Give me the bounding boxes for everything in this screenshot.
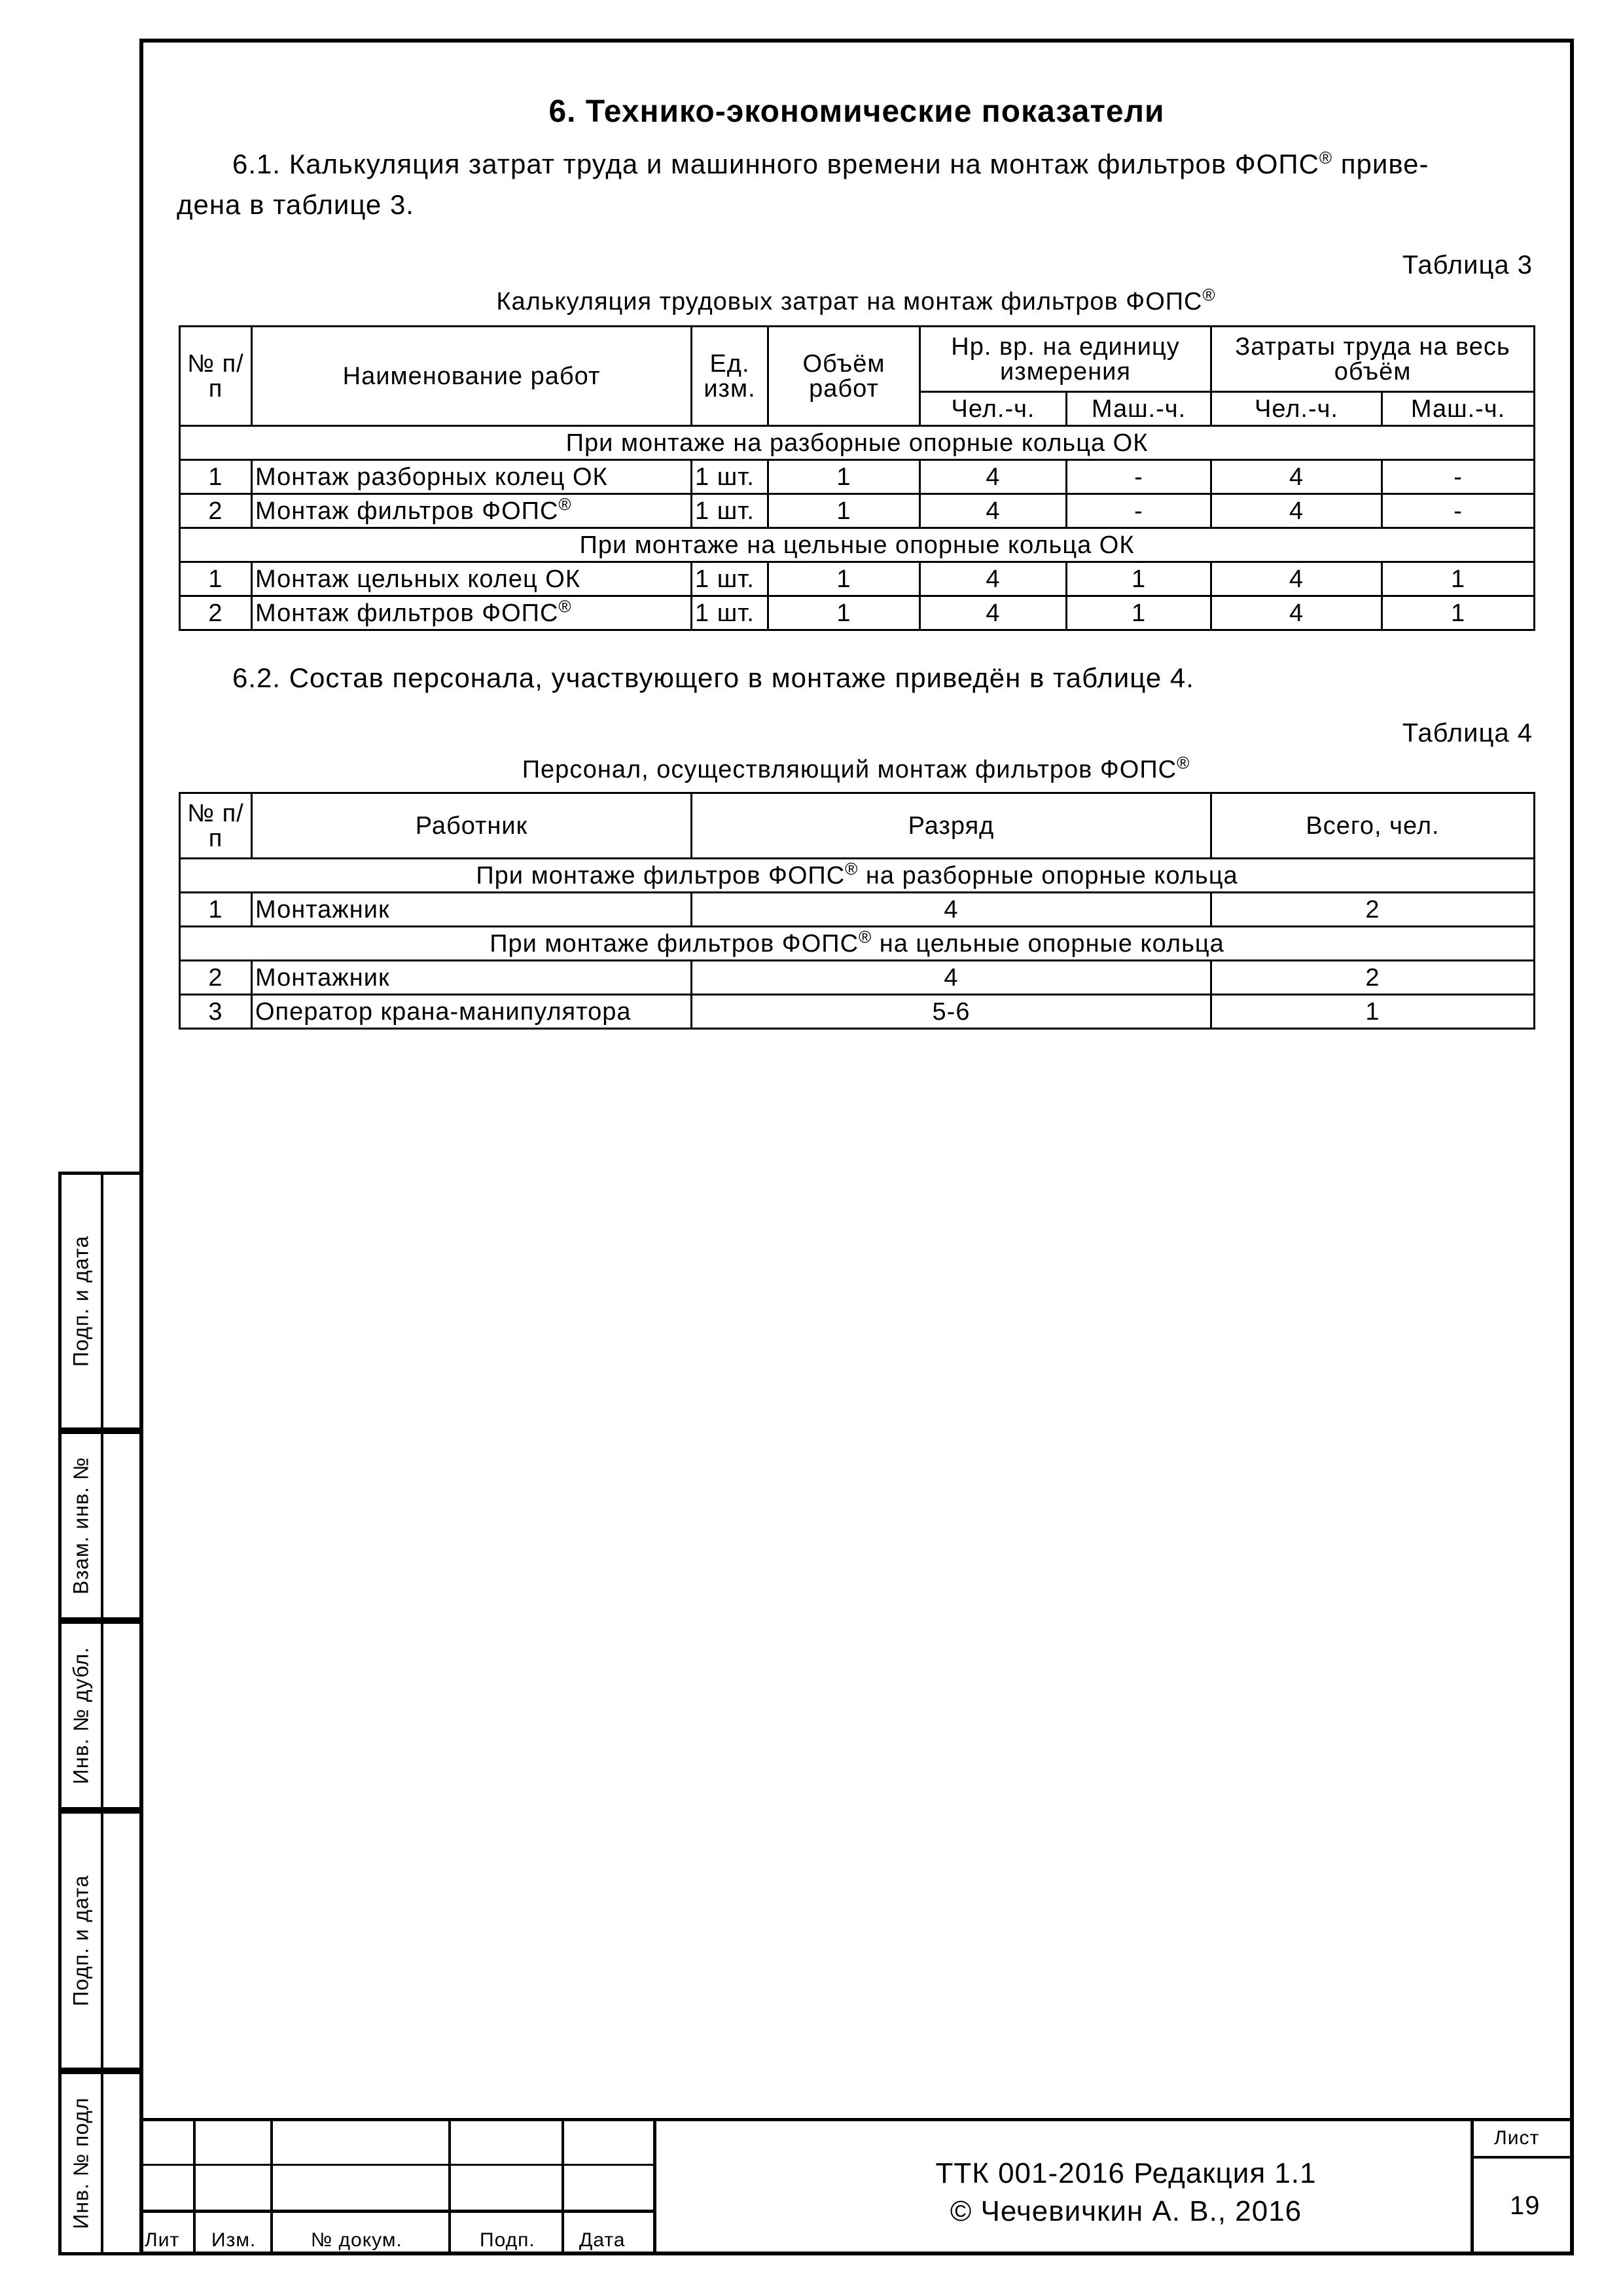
cell-name: Монтаж фильтров ФОПС® [252, 494, 692, 528]
table3-label: Таблица 3 [1402, 251, 1533, 279]
label-date: Дата [579, 2229, 626, 2251]
table3 [179, 325, 1535, 631]
cell-grade: 5-6 [692, 995, 1211, 1029]
cell-grade: 4 [692, 961, 1211, 995]
cell-norm-mach: 1 [1067, 562, 1211, 596]
col-header-norm-mach: Маш.-ч. [1067, 392, 1211, 426]
table-row [180, 460, 1535, 494]
label-sheet: Лист [1494, 2127, 1540, 2149]
sidebar-label: Инв. № подл [69, 2097, 93, 2229]
sidebar-field [58, 1431, 139, 1621]
cell-name: Монтаж разборных колец ОК [252, 460, 692, 494]
cell-num: 2 [180, 494, 252, 528]
cell-total-mach: 1 [1382, 596, 1535, 630]
doc-code: ТТК 001-2016 Редакция 1.1 [935, 2157, 1317, 2189]
table4-caption-text: Персонал, осуществляющий монтаж фильтров ФОПС [522, 756, 1177, 783]
group-row: При монтаже фильтров ФОПС® на разборные опорные кольца [180, 859, 1535, 893]
cell-norm-man: 4 [920, 596, 1067, 630]
cell-unit: 1 шт. [692, 596, 768, 630]
cell-num: 2 [180, 961, 252, 995]
cell-norm-man: 4 [920, 562, 1067, 596]
cell-total-mach: - [1382, 460, 1535, 494]
cell-num: 3 [180, 995, 252, 1029]
col-header-total: Затраты труда на весь объём [1211, 327, 1535, 392]
col-header-worker: Работник [252, 793, 692, 859]
cell-unit: 1 шт. [692, 494, 768, 528]
label-izm: Изм. [211, 2229, 257, 2251]
sidebar-label: Подп. и дата [69, 1874, 93, 2007]
cell-norm-mach: - [1067, 460, 1211, 494]
col-header-grade: Разряд [692, 793, 1211, 859]
cell-unit: 1 шт. [692, 460, 768, 494]
cell-norm-man: 4 [920, 494, 1067, 528]
sidebar-label: Инв. № дубл. [69, 1646, 93, 1785]
sidebar-field [58, 2071, 139, 2255]
cell-num: 1 [180, 460, 252, 494]
cell-volume: 1 [768, 494, 920, 528]
cell-total-man: 4 [1211, 494, 1382, 528]
cell-name: Монтаж фильтров ФОПС® [252, 596, 692, 630]
p1-line1-tail: приве- [1332, 149, 1429, 179]
cell-total-man: 4 [1211, 460, 1382, 494]
cell-norm-mach: - [1067, 494, 1211, 528]
cell-volume: 1 [768, 596, 920, 630]
sidebar-label: Взам. инв. № [69, 1456, 93, 1595]
table-row [180, 893, 1535, 927]
cell-total-mach: 1 [1382, 562, 1535, 596]
label-doc-no: № докум. [311, 2229, 402, 2251]
cell-worker: Монтажник [252, 893, 692, 927]
cell-total: 2 [1211, 961, 1535, 995]
table-row [180, 494, 1535, 528]
cell-total: 2 [1211, 893, 1535, 927]
doc-copyright: © Чечевичкин А. В., 2016 [950, 2195, 1302, 2227]
sidebar-label: Подп. и дата [69, 1235, 93, 1367]
cell-total-mach: - [1382, 494, 1535, 528]
col-header-norm-man: Чел.-ч. [920, 392, 1067, 426]
p2-text: 6.2. Состав персонала, участвующего в монтаже приведён в таблице 4. [232, 662, 1194, 693]
cell-name: Монтаж цельных колец ОК [252, 562, 692, 596]
table-row [180, 995, 1535, 1029]
table3-caption-text: Калькуляция трудовых затрат на монтаж фильтров ФОПС [496, 288, 1203, 315]
table4-label: Таблица 4 [1402, 719, 1533, 747]
cell-total: 1 [1211, 995, 1535, 1029]
sheet-number: 19 [1510, 2191, 1541, 2220]
registered-mark: ® [1319, 148, 1333, 168]
col-header-name: Наименование работ [252, 327, 692, 426]
cell-volume: 1 [768, 562, 920, 596]
paragraph-6-1 [177, 144, 1538, 225]
sidebar-field [58, 1621, 139, 1810]
cell-total-man: 4 [1211, 562, 1382, 596]
sidebar-field [58, 1810, 139, 2071]
cell-norm-man: 4 [920, 460, 1067, 494]
table4 [179, 792, 1535, 1030]
col-header-total-man: Чел.-ч. [1211, 392, 1382, 426]
group-row: При монтаже на разборные опорные кольца ОК [180, 426, 1535, 460]
col-header-norm: Нр. вр. на единицу измерения [920, 327, 1211, 392]
cell-total-man: 4 [1211, 596, 1382, 630]
table-row [180, 596, 1535, 630]
cell-worker: Оператор крана-манипулятора [252, 995, 692, 1029]
title-block [139, 2118, 1574, 2255]
registered-mark: ® [1177, 753, 1190, 773]
label-lit: Лит [145, 2229, 180, 2251]
section-heading: 6. Технико-экономические показатели [548, 94, 1165, 129]
p1-line2: дена в таблице 3. [177, 189, 414, 220]
table4-caption [179, 753, 1533, 784]
table-row [180, 961, 1535, 995]
col-header-num: № п/п [180, 793, 252, 859]
cell-norm-mach: 1 [1067, 596, 1211, 630]
table3-caption [179, 285, 1533, 316]
col-header-volume: Объём работ [768, 327, 920, 426]
col-header-num: № п/п [180, 327, 252, 426]
paragraph-6-2 [177, 658, 1538, 698]
col-header-unit: Ед. изм. [692, 327, 768, 426]
cell-num: 1 [180, 893, 252, 927]
group-row: При монтаже фильтров ФОПС® на цельные опорные кольца [180, 927, 1535, 961]
sidebar-field [58, 1172, 139, 1431]
cell-unit: 1 шт. [692, 562, 768, 596]
col-header-total-mach: Маш.-ч. [1382, 392, 1535, 426]
cell-volume: 1 [768, 460, 920, 494]
group-row: При монтаже на цельные опорные кольца ОК [180, 528, 1535, 562]
registered-mark: ® [1202, 285, 1216, 305]
cell-num: 1 [180, 562, 252, 596]
cell-grade: 4 [692, 893, 1211, 927]
col-header-total: Всего, чел. [1211, 793, 1535, 859]
p1-text: 6.1. Калькуляция затрат труда и машинного времени на монтаж фильтров ФОПС [232, 149, 1319, 179]
cell-num: 2 [180, 596, 252, 630]
cell-worker: Монтажник [252, 961, 692, 995]
table-row [180, 562, 1535, 596]
label-podp: Подп. [480, 2229, 535, 2251]
